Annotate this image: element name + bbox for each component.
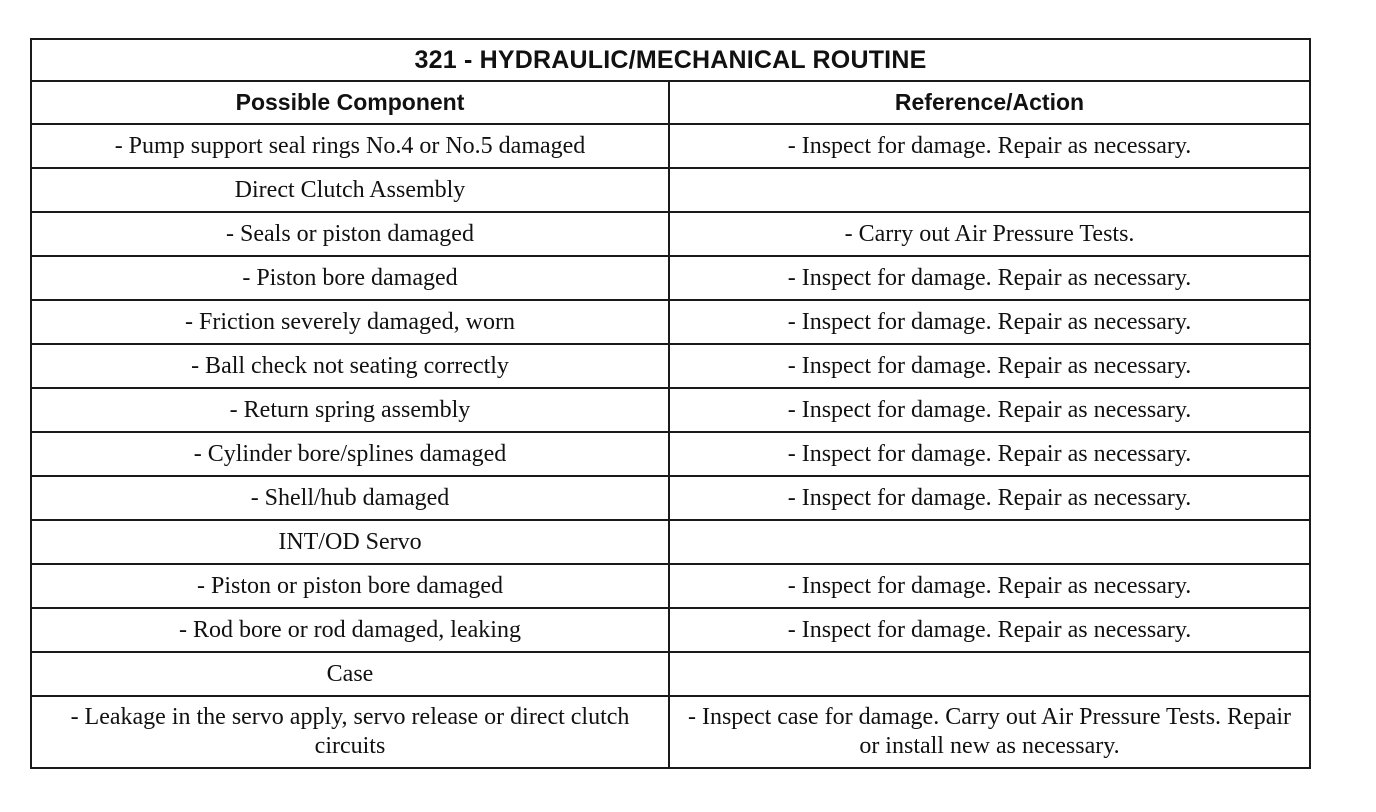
- table-row: [31, 432, 1310, 476]
- component-cell: - Return spring assembly: [31, 388, 669, 432]
- action-cell: - Inspect for damage. Repair as necessary.: [669, 564, 1310, 608]
- action-cell: - Inspect for damage. Repair as necessary.: [669, 344, 1310, 388]
- table-title: 321 - HYDRAULIC/MECHANICAL ROUTINE: [31, 39, 1310, 81]
- component-cell: - Cylinder bore/splines damaged: [31, 432, 669, 476]
- component-cell: - Pump support seal rings No.4 or No.5 damaged: [31, 124, 669, 168]
- action-cell-empty: [669, 652, 1310, 696]
- diagnostic-table: [30, 38, 1311, 769]
- table-row: [31, 300, 1310, 344]
- component-cell: - Rod bore or rod damaged, leaking: [31, 608, 669, 652]
- header-possible-component: Possible Component: [31, 81, 669, 124]
- table-row: [31, 608, 1310, 652]
- action-cell-empty: [669, 520, 1310, 564]
- action-cell: - Carry out Air Pressure Tests.: [669, 212, 1310, 256]
- component-cell: - Piston bore damaged: [31, 256, 669, 300]
- action-cell: - Inspect for damage. Repair as necessary.: [669, 476, 1310, 520]
- component-cell: - Ball check not seating correctly: [31, 344, 669, 388]
- section-heading: INT/OD Servo: [31, 520, 669, 564]
- component-cell: - Shell/hub damaged: [31, 476, 669, 520]
- component-cell: - Leakage in the servo apply, servo release or direct clutch circuits: [31, 696, 669, 768]
- header-row: [31, 81, 1310, 124]
- action-cell-empty: [669, 168, 1310, 212]
- action-cell: - Inspect case for damage. Carry out Air Pressure Tests. Repair or install new as necessary.: [669, 696, 1310, 768]
- table-row: [31, 564, 1310, 608]
- component-cell: - Seals or piston damaged: [31, 212, 669, 256]
- action-cell: - Inspect for damage. Repair as necessary.: [669, 256, 1310, 300]
- table-row: [31, 696, 1310, 768]
- header-reference-action: Reference/Action: [669, 81, 1310, 124]
- table-row: [31, 388, 1310, 432]
- table-row: [31, 124, 1310, 168]
- table-row: [31, 212, 1310, 256]
- component-cell: - Piston or piston bore damaged: [31, 564, 669, 608]
- section-row-case: [31, 652, 1310, 696]
- section-heading: Direct Clutch Assembly: [31, 168, 669, 212]
- section-row-direct-clutch: [31, 168, 1310, 212]
- section-heading: Case: [31, 652, 669, 696]
- table-row: [31, 344, 1310, 388]
- action-cell: - Inspect for damage. Repair as necessary.: [669, 124, 1310, 168]
- title-row: [31, 39, 1310, 81]
- component-cell: - Friction severely damaged, worn: [31, 300, 669, 344]
- action-cell: - Inspect for damage. Repair as necessary.: [669, 608, 1310, 652]
- action-cell: - Inspect for damage. Repair as necessary.: [669, 432, 1310, 476]
- section-row-int-od-servo: [31, 520, 1310, 564]
- table-row: [31, 476, 1310, 520]
- action-cell: - Inspect for damage. Repair as necessary.: [669, 388, 1310, 432]
- action-cell: - Inspect for damage. Repair as necessary.: [669, 300, 1310, 344]
- table-row: [31, 256, 1310, 300]
